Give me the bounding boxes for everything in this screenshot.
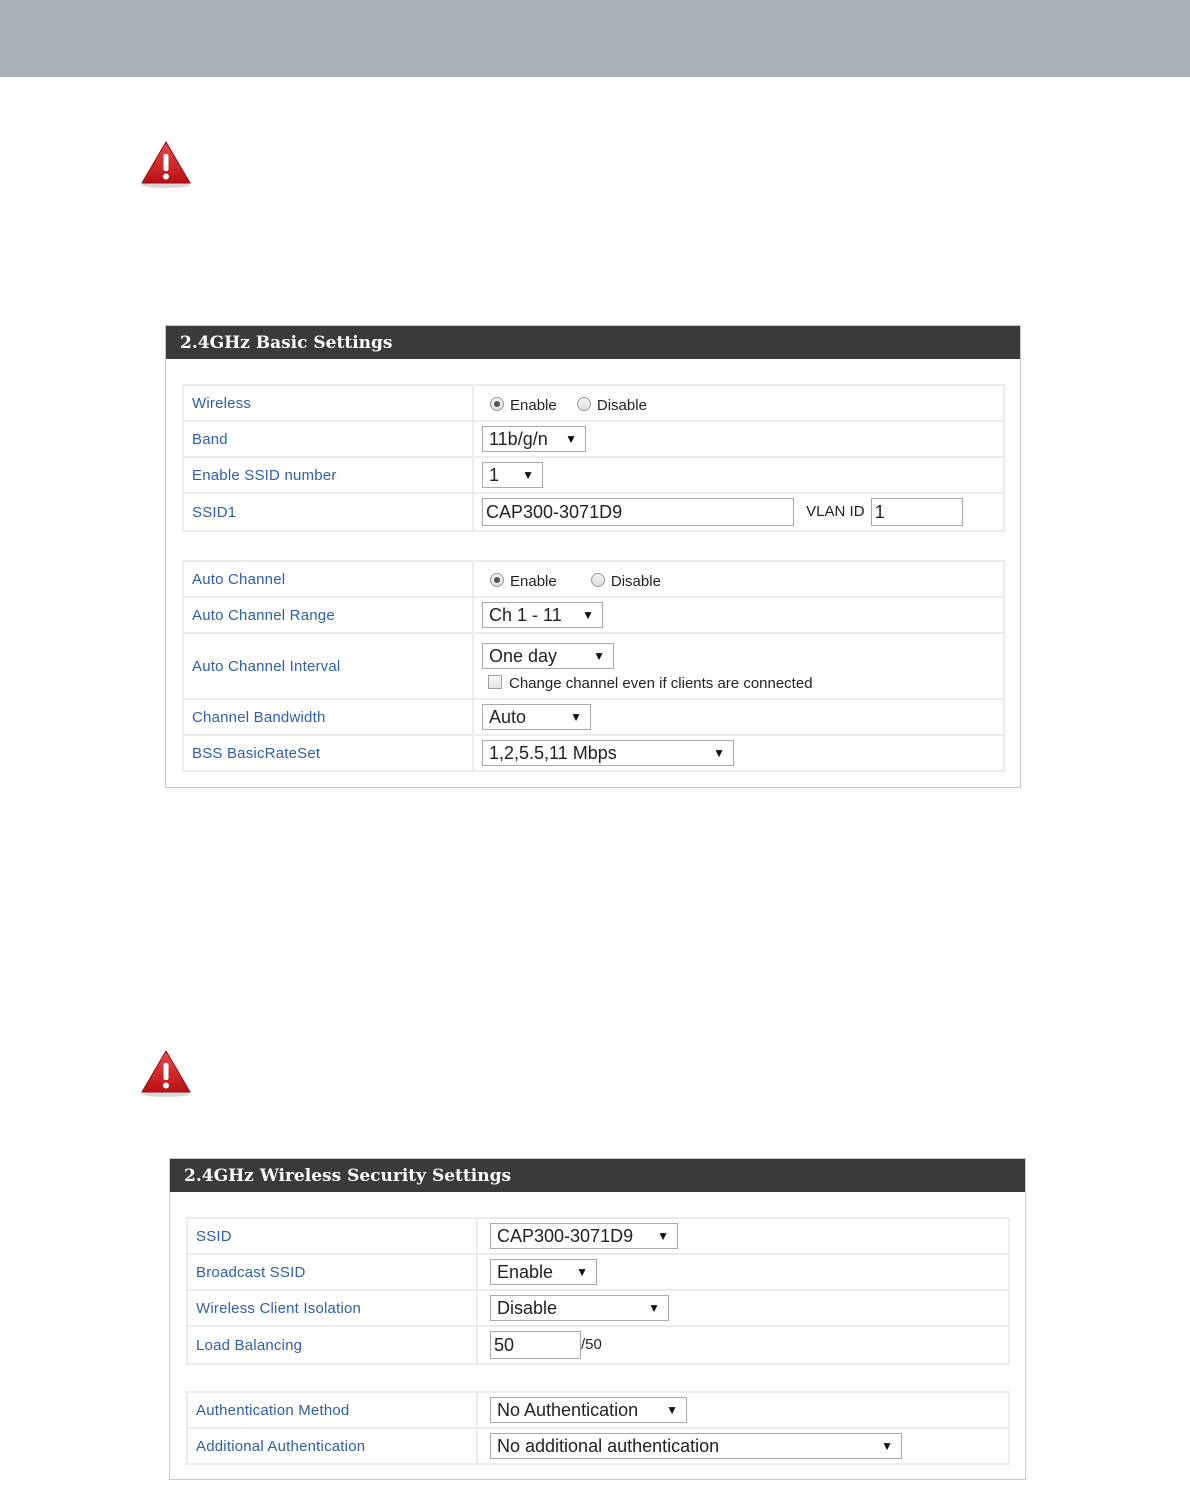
basic-settings-panel (165, 325, 1021, 788)
auto-channel-range-value: Ch 1 - 11 (489, 605, 562, 625)
additional-auth-select[interactable] (490, 1433, 902, 1459)
auto-channel-enable-radio[interactable] (490, 573, 504, 587)
dropdown-arrow-icon: ▼ (522, 468, 534, 482)
dropdown-arrow-icon: ▼ (593, 648, 605, 663)
table-row (183, 493, 1004, 531)
table-row (187, 1254, 1009, 1290)
table-row (183, 385, 1004, 421)
dropdown-arrow-icon: ▼ (657, 1229, 669, 1243)
wireless-disable-label: Disable (596, 396, 647, 414)
warning-triangle-icon (140, 1049, 192, 1097)
ssid1-label: SSID1 (183, 493, 473, 531)
wireless-label: Wireless (183, 385, 473, 421)
change-channel-checkbox[interactable] (488, 675, 502, 689)
auto-channel-disable-label: Disable (610, 572, 661, 590)
panel-title: 2.4GHz Wireless Security Settings (170, 1159, 1025, 1192)
bss-rate-select[interactable] (482, 740, 734, 766)
security-settings-table-top (186, 1217, 1010, 1365)
additional-auth-value: No additional authentication (497, 1436, 720, 1456)
table-row (183, 421, 1004, 457)
table-row (183, 457, 1004, 493)
warning-triangle-icon (140, 140, 192, 188)
table-row (187, 1290, 1009, 1326)
auto-channel-label: Auto Channel (183, 561, 473, 597)
channel-bandwidth-select[interactable] (482, 704, 591, 730)
vlan-id-label: VLAN ID (806, 502, 865, 520)
dropdown-arrow-icon: ▼ (582, 608, 594, 622)
load-balancing-input[interactable]: 50 (490, 1331, 581, 1359)
bss-rate-label: BSS BasicRateSet (183, 735, 473, 771)
broadcast-ssid-label: Broadcast SSID (187, 1254, 477, 1290)
ssid1-input[interactable]: CAP300-3071D9 (482, 498, 794, 526)
ssid-value: CAP300-3071D9 (497, 1226, 634, 1246)
bss-rate-value: 1,2,5.5,11 Mbps (489, 743, 617, 763)
dropdown-arrow-icon: ▼ (565, 432, 577, 446)
additional-auth-label: Additional Authentication (187, 1428, 477, 1464)
ssid-label: SSID (187, 1218, 477, 1254)
ssid-select[interactable] (490, 1223, 678, 1249)
table-row (183, 561, 1004, 597)
client-isolation-value: Disable (497, 1298, 558, 1318)
channel-bandwidth-value: Auto (489, 707, 527, 727)
auth-method-label: Authentication Method (187, 1392, 477, 1428)
change-channel-label: Change channel even if clients are connected (509, 674, 813, 692)
auto-channel-interval-label: Auto Channel Interval (183, 633, 473, 699)
auto-channel-range-select[interactable] (482, 602, 603, 628)
load-balancing-label: Load Balancing (187, 1326, 477, 1364)
ssid-number-select[interactable] (482, 462, 543, 488)
broadcast-ssid-value: Enable (497, 1262, 554, 1282)
client-isolation-label: Wireless Client Isolation (187, 1290, 477, 1326)
table-row (183, 735, 1004, 771)
panel-title: 2.4GHz Basic Settings (166, 326, 1020, 359)
auth-method-select[interactable] (490, 1397, 687, 1423)
security-settings-table-bottom (186, 1391, 1010, 1465)
auth-method-value: No Authentication (497, 1400, 639, 1420)
auto-channel-interval-select[interactable] (482, 643, 614, 669)
wireless-disable-radio[interactable] (577, 397, 591, 411)
vlan-id-input[interactable]: 1 (871, 498, 963, 526)
auto-channel-interval-value: One day (489, 645, 558, 666)
wireless-enable-radio[interactable] (490, 397, 504, 411)
table-row (187, 1326, 1009, 1364)
security-settings-panel (169, 1158, 1026, 1480)
top-banner (0, 0, 1190, 77)
dropdown-arrow-icon: ▼ (666, 1403, 678, 1417)
dropdown-arrow-icon: ▼ (570, 710, 582, 724)
basic-settings-table-bottom (182, 560, 1005, 772)
dropdown-arrow-icon: ▼ (576, 1265, 588, 1279)
basic-settings-table-top (182, 384, 1005, 532)
auto-channel-disable-radio[interactable] (591, 573, 605, 587)
band-select[interactable] (482, 426, 586, 452)
band-label: Band (183, 421, 473, 457)
table-row (183, 633, 1004, 699)
table-row (183, 597, 1004, 633)
table-row (187, 1392, 1009, 1428)
ssid-number-label: Enable SSID number (183, 457, 473, 493)
auto-channel-enable-label: Enable (510, 572, 557, 590)
load-balancing-suffix: /50 (581, 1335, 602, 1353)
table-row (183, 699, 1004, 735)
dropdown-arrow-icon: ▼ (713, 746, 725, 760)
broadcast-ssid-select[interactable] (490, 1259, 597, 1285)
client-isolation-select[interactable] (490, 1295, 669, 1321)
wireless-enable-label: Enable (510, 396, 557, 414)
dropdown-arrow-icon: ▼ (648, 1301, 660, 1315)
auto-channel-range-label: Auto Channel Range (183, 597, 473, 633)
table-row (187, 1218, 1009, 1254)
ssid-number-value: 1 (489, 465, 500, 485)
band-value: 11b/g/n (489, 429, 548, 449)
channel-bandwidth-label: Channel Bandwidth (183, 699, 473, 735)
table-row (187, 1428, 1009, 1464)
dropdown-arrow-icon: ▼ (881, 1439, 893, 1453)
